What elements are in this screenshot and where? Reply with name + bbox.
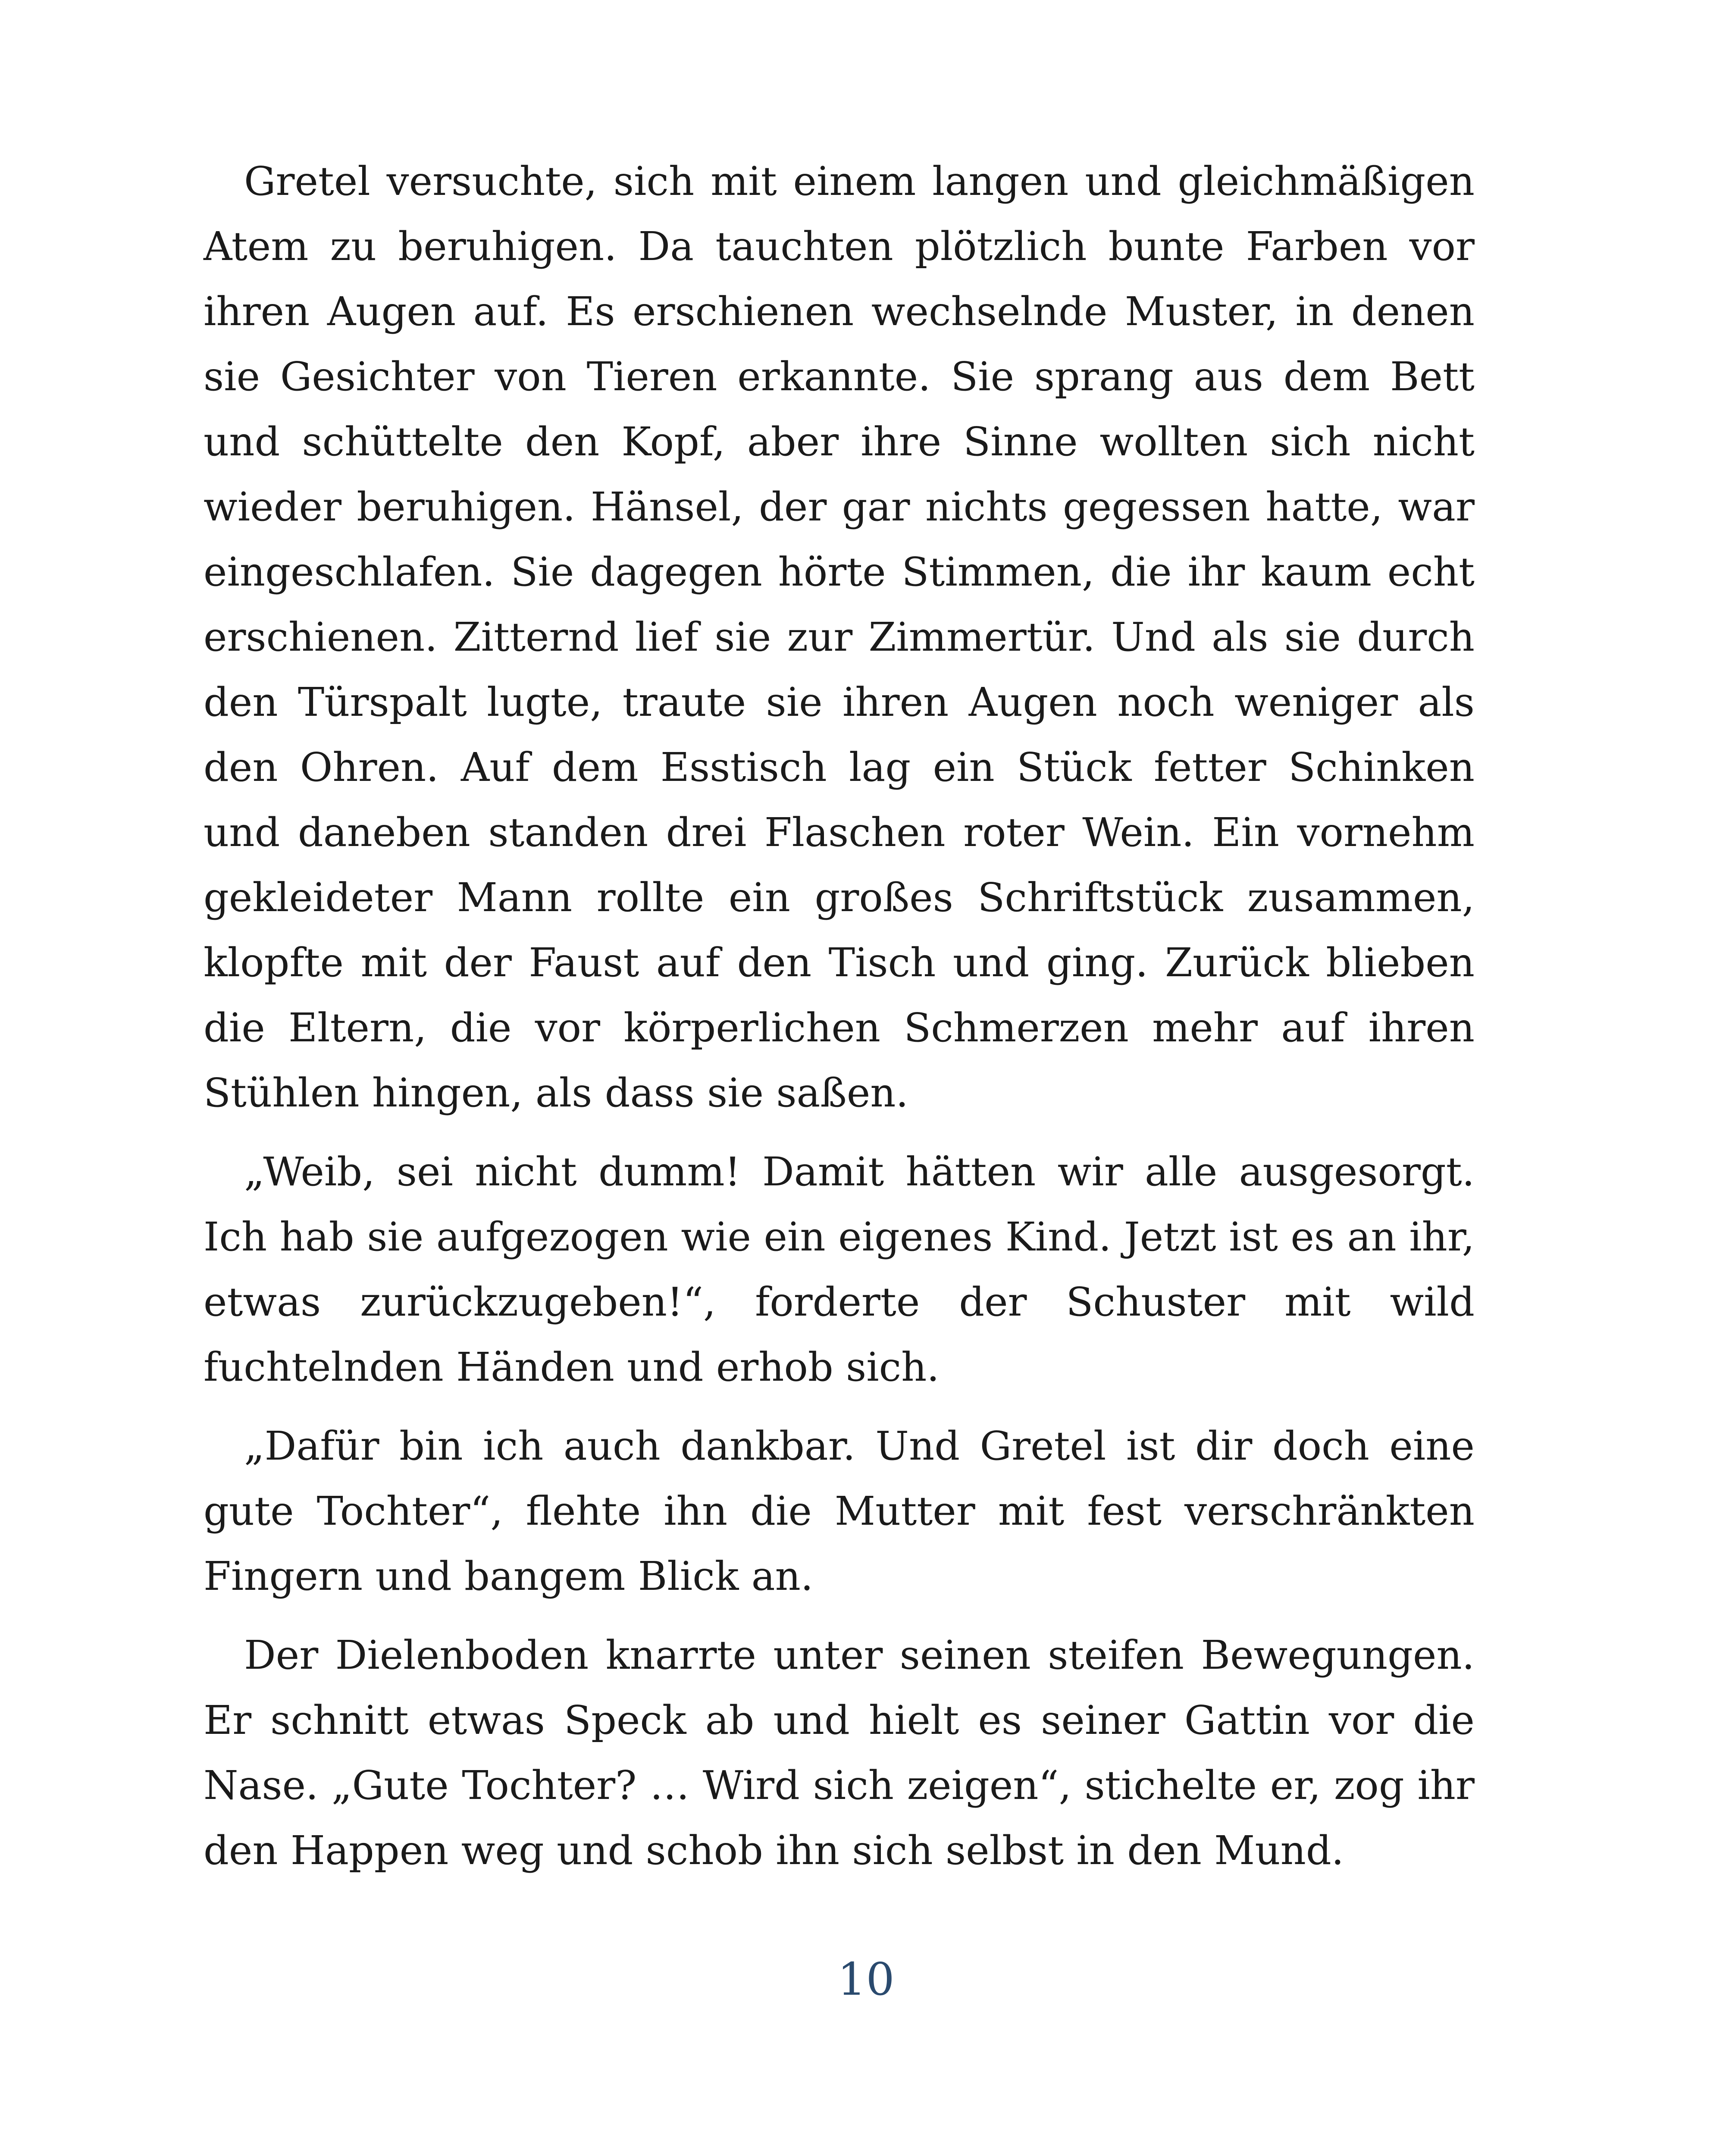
page-number: 10 xyxy=(837,1953,895,2006)
body-text xyxy=(204,149,1475,1883)
paragraph-3: „Dafür bin ich auch dankbar. Und Gretel ist dir doch eine gute Tochter“, flehte ihn die Mutter mit fest verschränkten Fingern und bangem Blick an. xyxy=(204,1423,1475,1599)
paragraph-2: „Weib, sei nicht dumm! Damit hätten wir alle ausgesorgt. Ich hab sie aufgezogen wie ein eigenes Kind. Jetzt ist es an ihr, etwas zurückzugeben!“, forderte der Schuster mit wild fuchtelnden Händen und erhob sich. xyxy=(204,1149,1475,1390)
paragraph-4: Der Dielenboden knarrte unter seinen steifen Bewegungen. Er schnitt etwas Speck ab und hielt es seiner Gattin vor die Nase. „Gute Tochter? … Wird sich zeigen“, stichelte er, zog ihr den Happen weg und schob ihn sich selbst in den Mund. xyxy=(204,1632,1475,1874)
paragraph-1: Gretel versuchte, sich mit einem langen und gleichmäßigen Atem zu beruhigen. Da tauchten plötzlich bunte Farben vor ihren Augen auf. Es erschienen wechselnde Muster, in denen sie Gesichter von Tieren erkannte. Sie sprang aus dem Bett und schüttelte den Kopf, aber ihre Sinne wollten sich nicht wieder beruhigen. Hänsel, der gar nichts gegessen hatte, war eingeschlafen. Sie dagegen hörte Stimmen, die ihr kaum echt erschienen. Zitternd lief sie zur Zimmertür. Und als sie durch den Türspalt lugte, traute sie ihren Augen noch weniger als den Ohren. Auf dem Esstisch lag ein Stück fetter Schinken und daneben standen drei Flaschen roter Wein. Ein vornehm gekleideter Mann rollte ein großes Schriftstück zusammen, klopfte mit der Faust auf den Tisch und ging. Zurück blieben die Eltern, die vor körperlichen Schmerzen mehr auf ihren Stühlen hingen, als dass sie saßen. xyxy=(204,158,1475,1116)
